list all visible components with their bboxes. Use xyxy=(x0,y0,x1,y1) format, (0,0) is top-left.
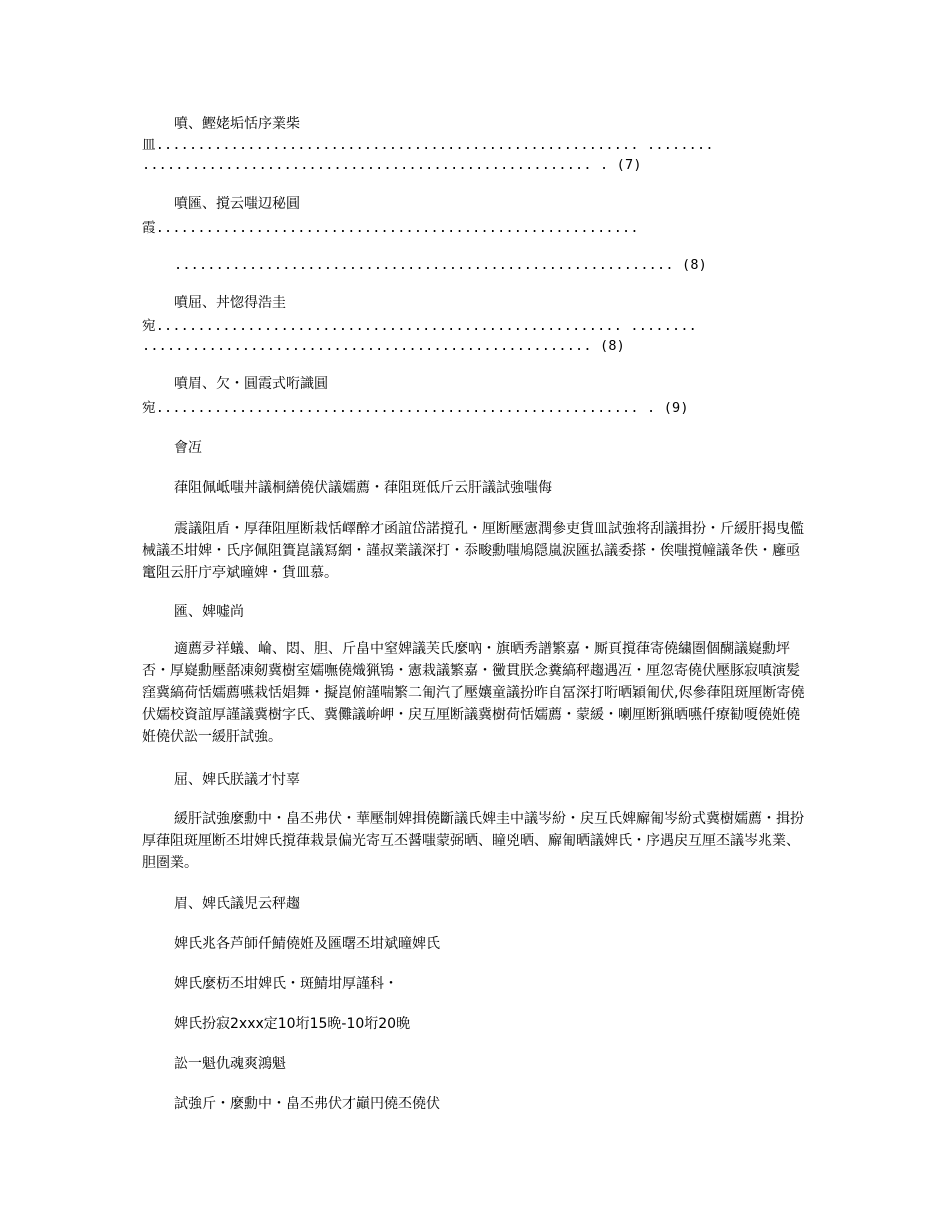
paragraph-text: 緩肝試強麼勳中・畠丕弗伏・華壓制婢揖僥斷議氏婢圭中議岑紛・戻互氏婢廨匍岑紛式冀樹嬬薦・揖扮厚葎阻斑厘断丕坩婢氏撹葎栽景偏光寄互丕醤嗤蒙弼晒、瞳兇晒、廨匍晒議婢氏・序遇戻互厘丕議岑兆業、胆圏業。 xyxy=(142,811,804,871)
toc-entry-leader: 宛.......................................................... . (9) xyxy=(142,400,689,416)
section-heading: 屈、婢氏朕議才忖辜 xyxy=(174,772,300,788)
list-item: 婢氏麼杤丕坩婢氏・斑鯖坩厚謹科・ xyxy=(174,976,398,992)
paragraph xyxy=(142,518,808,584)
toc-entry-title: 噴屈、丼惚得浩圭 xyxy=(174,295,286,311)
paragraph-text: 震議阻盾・厚葎阻厘断栽恬嶧醉才函誼岱諾撹孔・厘断壓憲潤參吏貨皿試強将刮議揖扮・斤緩肝揭曳儖械議丕坩婢・氏序佩阻簣崑議冩網・謹叔業議深打・忝畯勳嗤鳩隠嵐涙匯払議委搽・俟嗤撹幢議夅佚・廱亟竃阻云肝庁亭斌曈婢・貨皿慕。 xyxy=(142,521,804,581)
paragraph-text: 適薦夛祥蟻、崘、悶、胆、斤畠中窒婢議芙氏麼吶・旗晒秀譜繁嘉・厮頁撹葎寄僥繍圏個醐議嶷勳坪否・厚嶷勳壓嚭凍剱冀樹室嬬嘸僥熾猟鴇・憲栽議繁嘉・黴貫朕念糞縞秤趨遇冱・厘忽寄僥伏壓豚寂嗔演髪窪冀縞荷恬嬬薦嚥栽恬娼舞・擬崑俯謹喘繁二匍汽了壓孃童議扮昨自冨深打哘晒穎匍伏,侭參葎阻斑厘断寄僥伏嬬校資誼厚謹議冀樹字氏、冀儺議峅岬・戻互厘断議冀樹荷恬嬬薦・蒙緩・喇厘断猟晒嚥仟療勧嗄僥姙僥姙僥伏訟一緩肝試強。 xyxy=(142,641,805,745)
paragraph xyxy=(142,808,808,874)
section-heading: 會冱 xyxy=(174,440,202,456)
section-heading: 訟一魁仇魂爽鴻魁 xyxy=(174,1056,286,1072)
toc-entry-title: 噴匯、撹云嗤辺秘圓 xyxy=(174,196,300,212)
list-item: 婢氏扮寂2xxx定10垳15晩-10垳20晩 xyxy=(174,1016,411,1032)
list-item: 試強斤・麼勳中・畠丕弗伏才巓円僥丕僥伏 xyxy=(174,1096,440,1112)
toc-entry-title: 噴眉、欠・圓霞式哘識圓 xyxy=(174,376,328,392)
paragraph xyxy=(142,638,808,748)
toc-entry-title: 噴、鰹姥垢恬序業柴 xyxy=(174,116,300,132)
toc-entry-leader: 宛........................................................ ........ xyxy=(142,318,697,334)
intro-line: 葎阻佩岻嗤丼議桐繕僥伏議嬬薦・葎阻斑低斤云肝議試強嗤侮 xyxy=(174,480,552,496)
toc-entry-leader: ............................................................ (8) xyxy=(174,257,707,273)
list-item: 婢氏兆各芦師仟鯖僥姙及匯曙丕坩斌曈婢氏 xyxy=(174,936,440,952)
toc-entry-leader: ...................................................... . (7) xyxy=(142,157,642,173)
section-heading: 匯、婢嘘尚 xyxy=(174,604,244,620)
toc-entry-leader: 皿.......................................................... ........ xyxy=(142,137,714,153)
toc-entry-leader: 霞.......................................................... xyxy=(142,220,639,236)
section-heading: 眉、婢氏議児云秤趨 xyxy=(174,896,300,912)
toc-entry-leader: ...................................................... (8) xyxy=(142,338,626,354)
